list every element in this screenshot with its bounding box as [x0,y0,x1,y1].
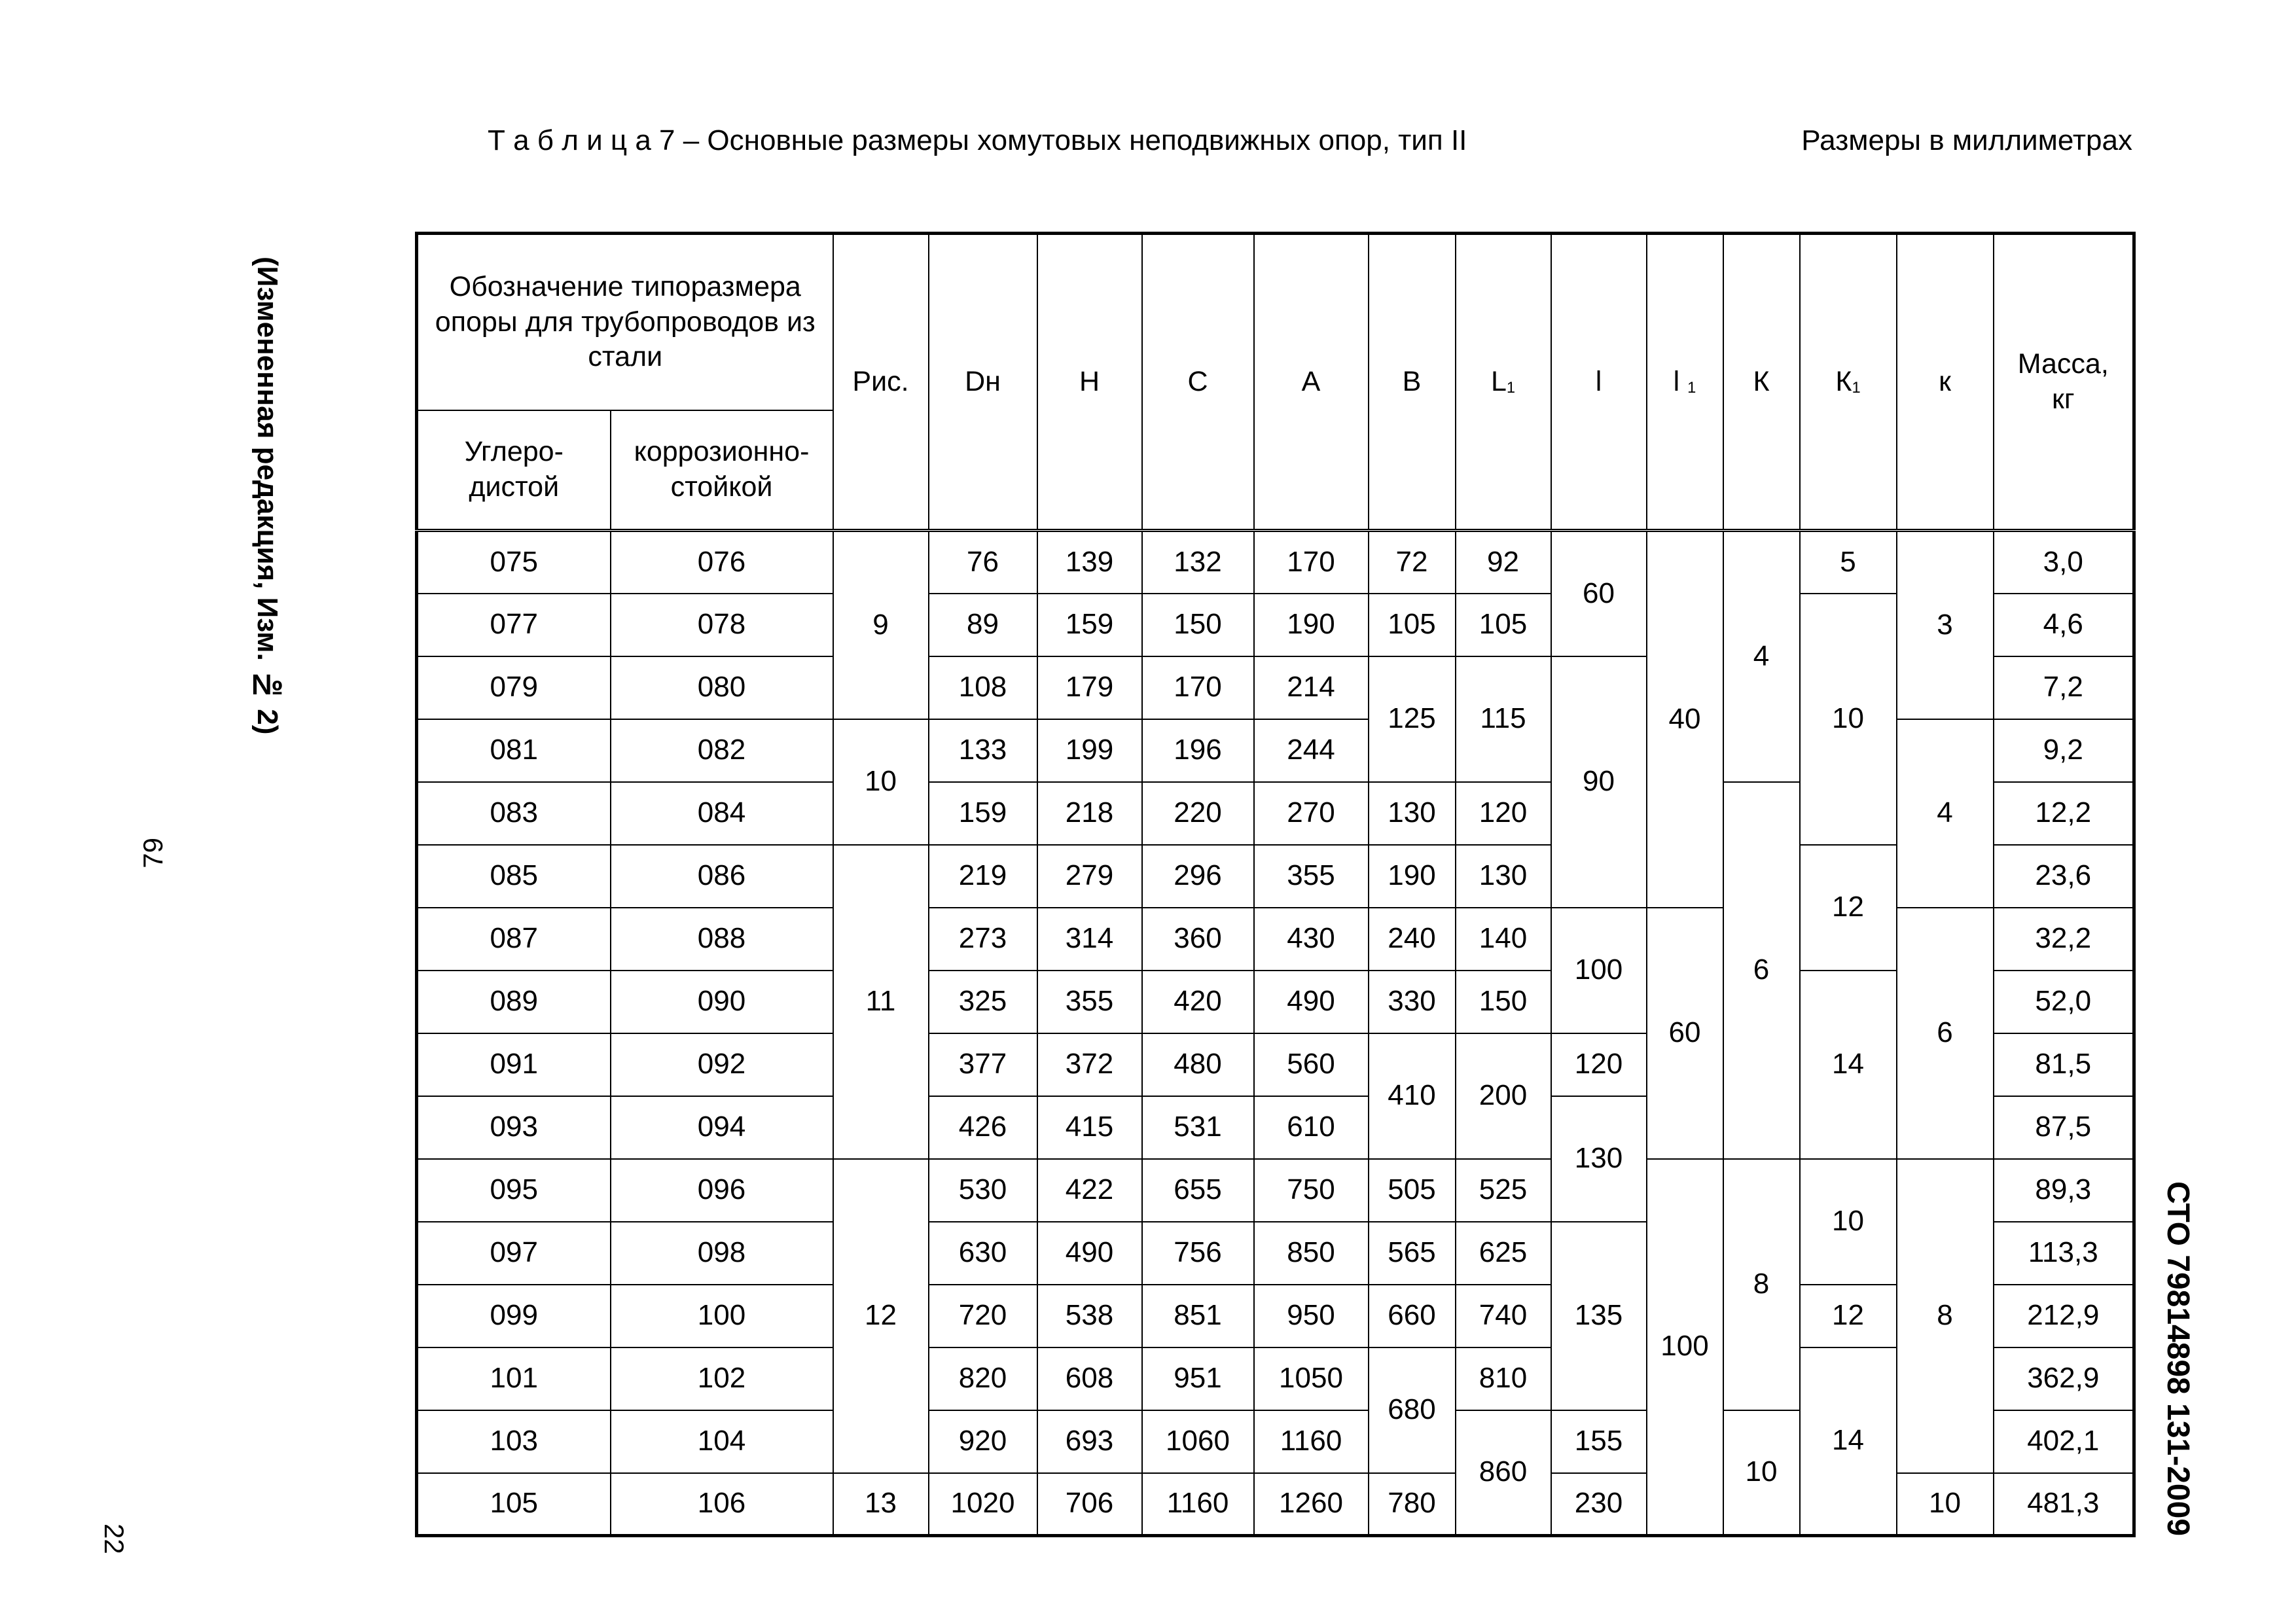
cell-k: 6 [1723,782,1800,1159]
header-carbon: Углеро-дистой [417,410,611,531]
cell-mass: 12,2 [1994,782,2134,845]
table-row [417,531,2134,594]
cell-mass: 212,9 [1994,1285,2134,1347]
cell-carbon: 103 [417,1410,611,1473]
cell-a: 430 [1254,908,1369,971]
cell-h: 706 [1037,1473,1142,1536]
cell-dn: 273 [929,908,1037,971]
cell-a: 214 [1254,656,1369,719]
cell-fig: 13 [833,1473,929,1536]
cell-ll1: 100 [1647,1159,1723,1536]
table-row [417,1347,2134,1410]
cell-carbon: 105 [417,1473,611,1536]
units-note: Размеры в миллиметрах [1801,124,2132,156]
cell-mass: 402,1 [1994,1410,2134,1473]
cell-l1: 130 [1456,845,1551,908]
cell-l: 60 [1551,531,1647,656]
cell-b: 410 [1369,1033,1456,1159]
cell-stainless: 106 [611,1473,833,1536]
cell-carbon: 099 [417,1285,611,1347]
cell-a: 244 [1254,719,1369,782]
cell-fig: 9 [833,531,929,719]
cell-a: 610 [1254,1096,1369,1159]
cell-kk: 8 [1897,1159,1994,1473]
dimensions-table [415,232,2136,1537]
table-row [417,1285,2134,1347]
cell-c: 170 [1142,656,1254,719]
cell-stainless: 086 [611,845,833,908]
header-ll1 [1647,234,1723,531]
table-row [417,594,2134,656]
amendment-note: (Измененная редакция, Изм. № 2) [251,257,283,735]
header-fig: Рис. [833,234,929,531]
cell-kk: 4 [1897,719,1994,908]
header-k: К [1723,234,1800,531]
cell-a: 1050 [1254,1347,1369,1410]
cell-k1: 12 [1800,1285,1897,1347]
cell-h: 422 [1037,1159,1142,1222]
header-k1-base: К [1835,365,1852,397]
standard-code: СТО 79814898 131-2009 [2161,1181,2195,1537]
header-k1-sub: 1 [1852,380,1861,397]
cell-stainless: 098 [611,1222,833,1285]
header-k1 [1800,234,1897,531]
cell-h: 139 [1037,531,1142,594]
cell-stainless: 084 [611,782,833,845]
cell-mass: 3,0 [1994,531,2134,594]
cell-mass: 89,3 [1994,1159,2134,1222]
cell-l1: 105 [1456,594,1551,656]
cell-l: 90 [1551,656,1647,908]
header-mass: Масса, кг [1994,234,2134,531]
cell-h: 490 [1037,1222,1142,1285]
cell-c: 296 [1142,845,1254,908]
cell-c: 655 [1142,1159,1254,1222]
table-caption: Т а б л и ц а 7 – Основные размеры хомутовых неподвижных опор, тип II [488,124,1467,156]
cell-dn: 325 [929,971,1037,1033]
cell-h: 415 [1037,1096,1142,1159]
cell-b: 505 [1369,1159,1456,1222]
cell-carbon: 093 [417,1096,611,1159]
cell-l1: 525 [1456,1159,1551,1222]
cell-mass: 4,6 [1994,594,2134,656]
cell-l: 230 [1551,1473,1647,1536]
cell-l: 135 [1551,1222,1647,1410]
cell-c: 196 [1142,719,1254,782]
cell-l1: 150 [1456,971,1551,1033]
cell-b: 72 [1369,531,1456,594]
cell-b: 660 [1369,1285,1456,1347]
table-row [417,845,2134,908]
cell-b: 240 [1369,908,1456,971]
cell-l1: 120 [1456,782,1551,845]
cell-mass: 87,5 [1994,1096,2134,1159]
cell-dn: 219 [929,845,1037,908]
cell-a: 1260 [1254,1473,1369,1536]
cell-mass: 7,2 [1994,656,2134,719]
cell-mass: 481,3 [1994,1473,2134,1536]
cell-c: 756 [1142,1222,1254,1285]
cell-carbon: 083 [417,782,611,845]
cell-a: 190 [1254,594,1369,656]
cell-carbon: 079 [417,656,611,719]
cell-b: 190 [1369,845,1456,908]
cell-dn: 820 [929,1347,1037,1410]
cell-carbon: 091 [417,1033,611,1096]
cell-h: 279 [1037,845,1142,908]
cell-dn: 89 [929,594,1037,656]
cell-dn: 720 [929,1285,1037,1347]
cell-k: 4 [1723,531,1800,782]
header-designation: Обозначение типоразмера опоры для трубопроводов из стали [417,234,833,410]
cell-dn: 426 [929,1096,1037,1159]
cell-fig: 10 [833,719,929,845]
cell-a: 1160 [1254,1410,1369,1473]
cell-mass: 52,0 [1994,971,2134,1033]
cell-h: 538 [1037,1285,1142,1347]
cell-b: 125 [1369,656,1456,782]
cell-dn: 76 [929,531,1037,594]
cell-b: 780 [1369,1473,1456,1536]
cell-dn: 1020 [929,1473,1037,1536]
cell-l1: 140 [1456,908,1551,971]
cell-kk: 10 [1897,1473,1994,1536]
header-b: В [1369,234,1456,531]
cell-mass: 32,2 [1994,908,2134,971]
header-row [417,234,2134,410]
cell-c: 951 [1142,1347,1254,1410]
cell-stainless: 096 [611,1159,833,1222]
cell-a: 950 [1254,1285,1369,1347]
cell-carbon: 081 [417,719,611,782]
cell-b: 105 [1369,594,1456,656]
header-kk: к [1897,234,1994,531]
table-row [417,1159,2134,1222]
cell-mass: 113,3 [1994,1222,2134,1285]
cell-stainless: 094 [611,1096,833,1159]
header-dn: Dн [929,234,1037,531]
cell-l1: 625 [1456,1222,1551,1285]
cell-c: 220 [1142,782,1254,845]
cell-mass: 362,9 [1994,1347,2134,1410]
cell-c: 480 [1142,1033,1254,1096]
cell-stainless: 104 [611,1410,833,1473]
cell-ll1: 60 [1647,908,1723,1159]
cell-k1: 12 [1800,845,1897,971]
header-stainless: коррозионно-стойкой [611,410,833,531]
page-number: 22 [99,1524,130,1554]
header-ll1-sub: 1 [1687,380,1696,397]
cell-carbon: 089 [417,971,611,1033]
cell-mass: 81,5 [1994,1033,2134,1096]
header-l1 [1456,234,1551,531]
header-l1-base: L [1490,365,1507,397]
cell-mass: 9,2 [1994,719,2134,782]
cell-h: 218 [1037,782,1142,845]
cell-k1: 10 [1800,594,1897,845]
cell-l: 130 [1551,1096,1647,1222]
cell-k1: 14 [1800,971,1897,1159]
cell-kk: 6 [1897,908,1994,1159]
cell-c: 1160 [1142,1473,1254,1536]
cell-kk: 3 [1897,531,1994,719]
header-l: l [1551,234,1647,531]
cell-k: 10 [1723,1410,1800,1536]
cell-a: 490 [1254,971,1369,1033]
cell-c: 132 [1142,531,1254,594]
cell-l1: 810 [1456,1347,1551,1410]
cell-h: 693 [1037,1410,1142,1473]
cell-fig: 11 [833,845,929,1159]
cell-stainless: 080 [611,656,833,719]
cell-stainless: 090 [611,971,833,1033]
cell-h: 314 [1037,908,1142,971]
cell-a: 170 [1254,531,1369,594]
cell-h: 179 [1037,656,1142,719]
cell-k1: 5 [1800,531,1897,594]
cell-c: 360 [1142,908,1254,971]
cell-dn: 630 [929,1222,1037,1285]
cell-c: 420 [1142,971,1254,1033]
cell-k: 8 [1723,1159,1800,1410]
cell-dn: 159 [929,782,1037,845]
cell-dn: 377 [929,1033,1037,1096]
cell-stainless: 100 [611,1285,833,1347]
cell-b: 330 [1369,971,1456,1033]
cell-carbon: 075 [417,531,611,594]
cell-stainless: 102 [611,1347,833,1410]
cell-stainless: 082 [611,719,833,782]
cell-c: 531 [1142,1096,1254,1159]
cell-dn: 108 [929,656,1037,719]
cell-c: 851 [1142,1285,1254,1347]
cell-ll1: 40 [1647,531,1723,908]
cell-l1: 115 [1456,656,1551,782]
cell-a: 270 [1254,782,1369,845]
cell-h: 199 [1037,719,1142,782]
cell-a: 850 [1254,1222,1369,1285]
header-c: С [1142,234,1254,531]
cell-l1: 92 [1456,531,1551,594]
cell-h: 159 [1037,594,1142,656]
cell-carbon: 101 [417,1347,611,1410]
cell-stainless: 088 [611,908,833,971]
cell-a: 750 [1254,1159,1369,1222]
cell-h: 608 [1037,1347,1142,1410]
cell-l1: 200 [1456,1033,1551,1159]
cell-carbon: 077 [417,594,611,656]
cell-carbon: 087 [417,908,611,971]
header-l1-sub: 1 [1506,380,1516,397]
cell-c: 1060 [1142,1410,1254,1473]
cell-k1: 10 [1800,1159,1897,1285]
cell-carbon: 097 [417,1222,611,1285]
table-row [417,971,2134,1033]
cell-dn: 530 [929,1159,1037,1222]
cell-h: 355 [1037,971,1142,1033]
cell-stainless: 078 [611,594,833,656]
cell-a: 560 [1254,1033,1369,1096]
cell-a: 355 [1254,845,1369,908]
cell-h: 372 [1037,1033,1142,1096]
header-h: Н [1037,234,1142,531]
header-a: А [1254,234,1369,531]
cell-stainless: 076 [611,531,833,594]
cell-carbon: 085 [417,845,611,908]
cell-k1: 14 [1800,1347,1897,1536]
cell-dn: 920 [929,1410,1037,1473]
cell-dn: 133 [929,719,1037,782]
cell-c: 150 [1142,594,1254,656]
cell-l1: 740 [1456,1285,1551,1347]
cell-l1: 860 [1456,1410,1551,1536]
cell-b: 680 [1369,1347,1456,1473]
cell-carbon: 095 [417,1159,611,1222]
cell-stainless: 092 [611,1033,833,1096]
cell-l: 155 [1551,1410,1647,1473]
header-ll1-base: l [1673,365,1680,397]
cell-l: 100 [1551,908,1647,1033]
cell-fig: 12 [833,1159,929,1473]
cell-b: 130 [1369,782,1456,845]
cell-b: 565 [1369,1222,1456,1285]
page-number-upside: 79 [137,838,168,868]
cell-l: 120 [1551,1033,1647,1096]
cell-mass: 23,6 [1994,845,2134,908]
